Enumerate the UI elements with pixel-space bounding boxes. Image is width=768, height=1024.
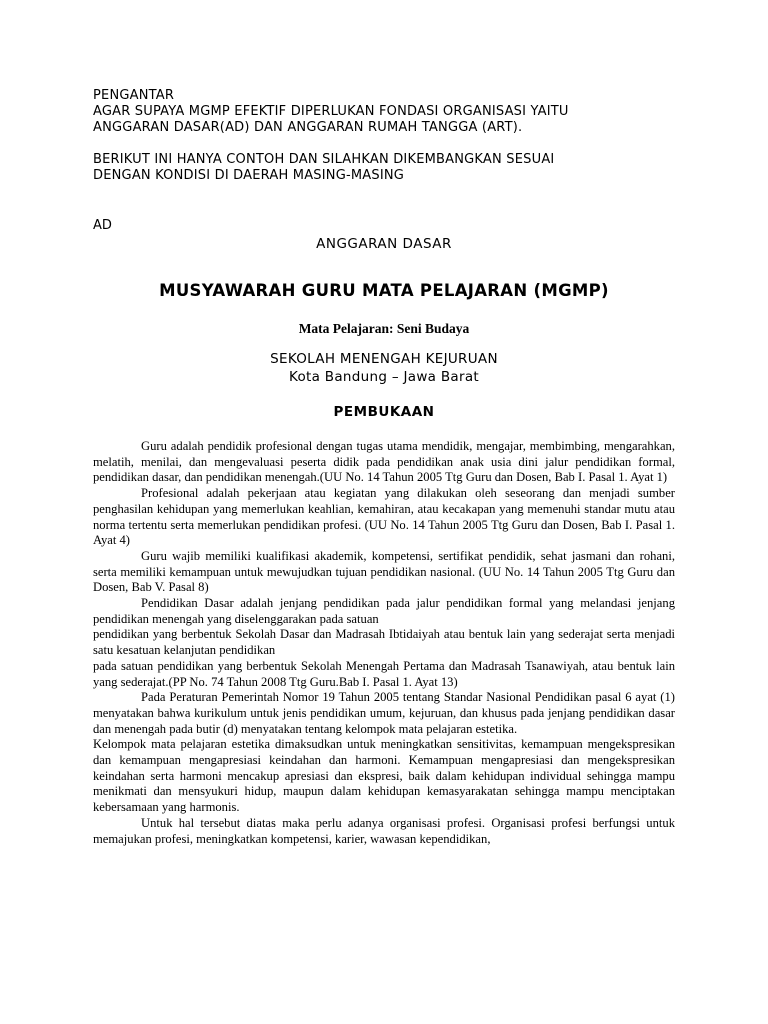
paragraph: Guru wajib memiliki kualifikasi akademik, kompetensi, sertifikat pendidik, sehat jasmani dan rohani, serta memiliki kemampuan untuk mewujudkan tujuan pendidikan nasional. (UU No. 14 Tahun 2005 Ttg Guru dan Dosen, Bab V. Pasal 8) bbox=[93, 548, 675, 595]
paragraph: Untuk hal tersebut diatas maka perlu adanya organisasi profesi. Organisasi profesi berfungsi untuk memajukan profesi, meningkatkan kompetensi, karier, wawasan kependidikan, bbox=[93, 815, 675, 846]
subject-line: Mata Pelajaran: Seni Budaya bbox=[298, 321, 470, 336]
paragraph: Pendidikan Dasar adalah jenjang pendidikan pada jalur pendidikan formal yang melandasi jenjang pendidikan menengah yang diselenggarakan pada satuan bbox=[93, 596, 675, 626]
paragraph: Pada Peraturan Pemerintah Nomor 19 Tahun 2005 tentang Standar Nasional Pendidikan pasal 6 ayat (1) menyatakan bahwa kurikulum untuk jenis pendidikan umum, kejuruan, dan khusus pada jenjang pendidikan dasar dan menengah pada butir (d) menyatakan tentang kelompok mata pelajaran estetika. bbox=[93, 690, 675, 736]
anggaran-dasar-heading: ANGGARAN DASAR bbox=[316, 236, 452, 252]
document-page bbox=[93, 88, 675, 847]
paragraph: pendidikan yang berbentuk Sekolah Dasar dan Madrasah Ibtidaiyah atau bentuk lain yang sederajat serta menjadi satu kesatuan kelanjutan pendidikan bbox=[93, 627, 675, 658]
school-name: SEKOLAH MENENGAH KEJURUAN bbox=[270, 351, 498, 367]
paragraph: pada satuan pendidikan yang berbentuk Sekolah Menengah Pertama dan Madrasah Tsanawiyah, atau bentuk lain yang sederajat.(PP No. 74 Tahun 2008 Ttg Guru.Bab I. Pasal 1. Ayat 13) bbox=[93, 658, 675, 689]
intro-line: DENGAN KONDISI DI DAERAH MASING-MASING bbox=[93, 168, 405, 183]
body-text bbox=[93, 439, 675, 847]
paragraph: Profesional adalah pekerjaan atau kegiatan yang dilakukan oleh seseorang dan menjadi sumber penghasilan kehidupan yang memerlukan keahlian, kemahiran, atau kecakapan yang memenuhi standar mutu atau norma tertentu serta memerlukan pendidikan profesi. (UU No. 14 Tahun 2005 Ttg Guru dan Dosen, Bab I. Pasal 1. Ayat 4) bbox=[93, 486, 675, 548]
intro-heading: PENGANTAR bbox=[93, 88, 175, 103]
intro-line: AGAR SUPAYA MGMP EFEKTIF DIPERLUKAN FONDASI ORGANISASI YAITU bbox=[93, 104, 569, 119]
spacer bbox=[93, 136, 675, 152]
section-title: PEMBUKAAN bbox=[333, 404, 435, 420]
paragraph: Guru adalah pendidik profesional dengan tugas utama mendidik, mengajar, membimbing, mengarahkan, melatih, menilai, dan mengevaluasi peserta didik pada pendidikan anak usia dini jalur pendidikan formal, pendidikan dasar, dan pendidikan menengah.(UU No. 14 Tahun 2005 Ttg Guru dan Dosen, Bab I. Pasal 1. Ayat 1) bbox=[93, 439, 675, 485]
ad-label: AD bbox=[93, 218, 112, 233]
intro-block bbox=[93, 88, 675, 184]
intro-line: BERIKUT INI HANYA CONTOH DAN SILAHKAN DIKEMBANGKAN SESUAI bbox=[93, 152, 555, 167]
paragraph: Kelompok mata pelajaran estetika dimaksudkan untuk meningkatkan sensitivitas, kemampuan mengekspresikan dan kemampuan mengapresiasi keindahan dan harmoni. Kemampuan mengapresiasi dan mengekspresikan keindahan serta harmoni mencakup apresiasi dan ekspresi, baik dalam kehidupan individual sehingga mampu menikmati dan mensyukuri hidup, maupun dalam kehidupan kemasyarakatan sehingga mampu menciptakan kebersamaan yang harmonis. bbox=[93, 737, 675, 815]
intro-line: ANGGARAN DASAR(AD) DAN ANGGARAN RUMAH TANGGA (ART). bbox=[93, 120, 523, 135]
document-title: MUSYAWARAH GURU MATA PELAJARAN (MGMP) bbox=[159, 281, 609, 300]
city-name: Kota Bandung – Jawa Barat bbox=[289, 369, 479, 385]
